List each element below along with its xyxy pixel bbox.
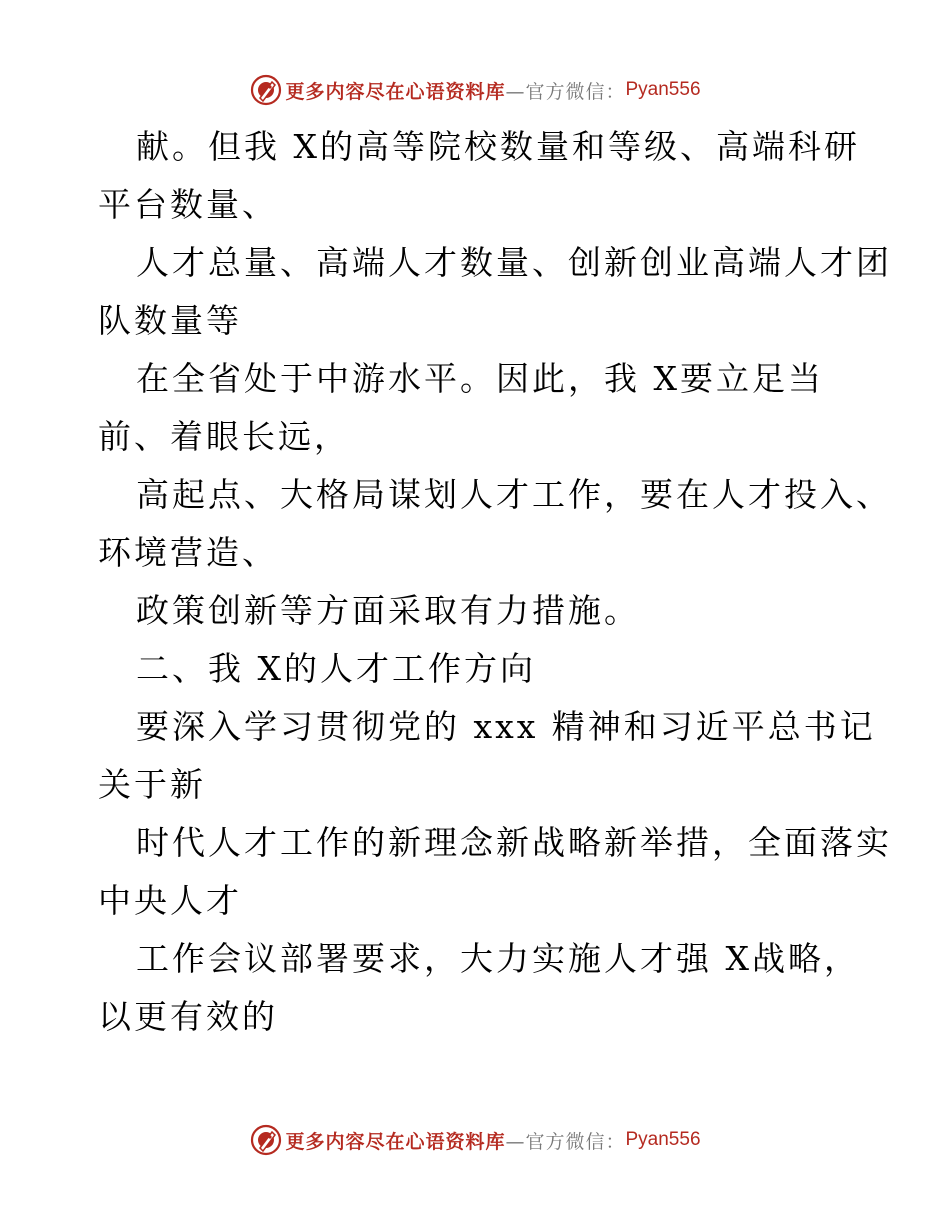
pen-nib-logo-icon: [249, 1123, 283, 1157]
banner-title: 更多内容尽在心语资料库: [285, 80, 506, 103]
text-line: 时代人才工作的新理念新战略新举措，全面落实: [136, 823, 892, 862]
banner-wechat-label: —官方微信：: [505, 80, 626, 103]
text-line: 环境营造、: [98, 533, 278, 572]
banner-title: 更多内容尽在心语资料库: [285, 1130, 506, 1153]
text-line: 在全省处于中游水平。因此，我 X要立足当: [136, 359, 824, 398]
text-line: 高起点、大格局谋划人才工作，要在人才投入、: [136, 475, 892, 514]
text-line: 中央人才: [98, 881, 242, 920]
footer-banner: [0, 1120, 950, 1160]
text-line: 以更有效的: [98, 997, 278, 1036]
section-heading: 二、我 X的人才工作方向: [136, 649, 536, 688]
text-line: 献。但我 X的高等院校数量和等级、高端科研: [136, 127, 860, 166]
document-body: [0, 118, 950, 1046]
text-line: 工作会议部署要求，大力实施人才强 X战略，: [136, 939, 860, 978]
text-line: 要深入学习贯彻党的 xxx 精神和习近平总书记: [136, 707, 876, 746]
text-line: 前、着眼长远，: [98, 417, 350, 456]
text-line: 队数量等: [98, 301, 242, 340]
text-line: 政策创新等方面采取有力措施。: [136, 591, 640, 630]
text-line: 人才总量、高端人才数量、创新创业高端人才团: [136, 243, 892, 282]
pen-nib-logo-icon: [249, 73, 283, 107]
text-line: 平台数量、: [98, 185, 278, 224]
banner-wechat-label: —官方微信：: [505, 1130, 626, 1153]
banner-wechat-id: Pyan556: [625, 79, 701, 100]
banner-wechat-id: Pyan556: [625, 1129, 701, 1150]
header-banner: [0, 70, 950, 110]
text-line: 关于新: [98, 765, 206, 804]
